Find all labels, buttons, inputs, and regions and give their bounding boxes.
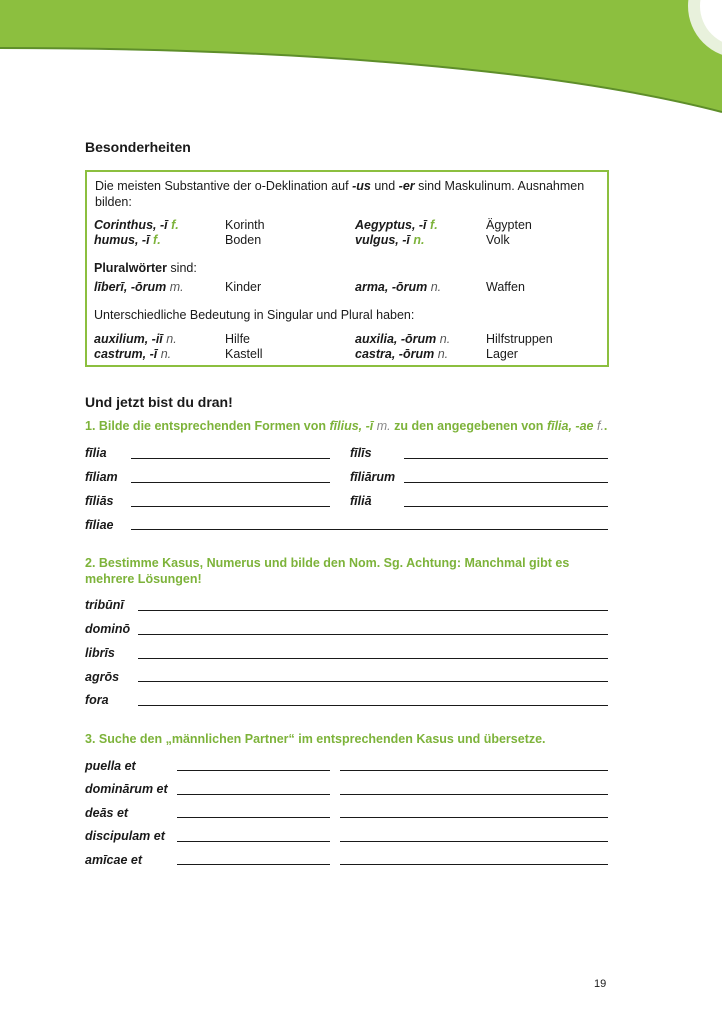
meaning-german: Hilfe [225, 332, 251, 346]
answer-line[interactable] [138, 634, 608, 635]
section-title: Besonderheiten [85, 139, 191, 155]
plural-label: Pluralwörter sind: [94, 261, 197, 275]
answer-line[interactable] [340, 770, 608, 771]
task1-word: fīliās [85, 494, 114, 508]
exception-latin: humus, -ī f. [94, 233, 161, 247]
answer-line[interactable] [131, 506, 330, 507]
meaning-latin: castra, -ōrum n. [355, 347, 449, 361]
plural-german: Waffen [486, 280, 525, 294]
intro-text: Die meisten Substantive der o-Deklination auf -us und -er sind Maskulinum. Ausnahmen bilden: [95, 179, 585, 209]
task1-word: fīliam [85, 470, 118, 484]
answer-line[interactable] [177, 817, 330, 818]
task2-word: fora [85, 693, 109, 707]
answer-line[interactable] [177, 864, 330, 865]
meaning-german: Kastell [225, 347, 263, 361]
answer-line[interactable] [177, 794, 330, 795]
meaning-latin: auxilium, -iī n. [94, 332, 177, 346]
answer-line[interactable] [131, 529, 608, 530]
task3-instruction: 3. Suche den „männlichen Partner“ im entsprechenden Kasus und übersetze. [85, 732, 546, 746]
task3-word: deās et [85, 806, 129, 820]
meaning-german: Lager [486, 347, 518, 361]
task2-instruction: 2. Bestimme Kasus, Numerus und bilde den Nom. Sg. Achtung: Manchmal gibt es mehrere Lösungen! [85, 556, 570, 586]
header-decoration [0, 0, 722, 120]
plural-german: Kinder [225, 280, 262, 294]
task1-instruction: 1. Bilde die entsprechenden Formen von fīlius, -ī m. zu den angegebenen von fīlia, -ae f.. [85, 419, 608, 433]
meaning-latin: auxilia, -ōrum n. [355, 332, 451, 346]
answer-line[interactable] [340, 817, 608, 818]
answer-line[interactable] [177, 841, 330, 842]
answer-line[interactable] [138, 705, 608, 706]
task2-word: agrōs [85, 670, 120, 684]
exception-german: Ägypten [486, 218, 532, 232]
meaning-german: Hilfstruppen [486, 332, 553, 346]
answer-line[interactable] [138, 681, 608, 682]
answer-line[interactable] [340, 841, 608, 842]
answer-line[interactable] [340, 794, 608, 795]
task1-word: fīlīs [350, 446, 372, 460]
answer-line[interactable] [131, 458, 330, 459]
answer-line[interactable] [177, 770, 330, 771]
practice-title: Und jetzt bist du dran! [85, 394, 233, 410]
meaning-label: Unterschiedliche Bedeutung in Singular und Plural haben: [94, 308, 415, 322]
plural-latin: līberī, -ōrum m. [94, 280, 184, 294]
exception-german: Boden [225, 233, 262, 247]
exception-german: Korinth [225, 218, 265, 232]
task3-word: amīcae et [85, 853, 142, 867]
answer-line[interactable] [131, 482, 330, 483]
page-number: 19 [594, 978, 607, 990]
task1-word: fīliārum [350, 470, 396, 484]
exception-latin: vulgus, -ī n. [355, 233, 425, 247]
exception-german: Volk [486, 233, 510, 247]
task1-word: fīlia [85, 446, 107, 460]
answer-line[interactable] [138, 610, 608, 611]
answer-line[interactable] [404, 506, 608, 507]
task1-word: fīliā [350, 494, 372, 508]
task3-word: dominārum et [85, 782, 168, 796]
task2-word: tribūnī [85, 598, 124, 612]
answer-line[interactable] [404, 482, 608, 483]
task3-word: puella et [85, 759, 136, 773]
task3-word: discipulam et [85, 829, 165, 843]
task2-word: dominō [85, 622, 131, 636]
exception-latin: Corinthus, -ī f. [94, 218, 179, 232]
answer-line[interactable] [138, 658, 608, 659]
answer-line[interactable] [340, 864, 608, 865]
task2-word: librīs [85, 646, 115, 660]
plural-latin: arma, -ōrum n. [355, 280, 442, 294]
answer-line[interactable] [404, 458, 608, 459]
task1-word: fīliae [85, 518, 114, 532]
meaning-latin: castrum, -ī n. [94, 347, 172, 361]
exception-latin: Aegyptus, -ī f. [355, 218, 438, 232]
